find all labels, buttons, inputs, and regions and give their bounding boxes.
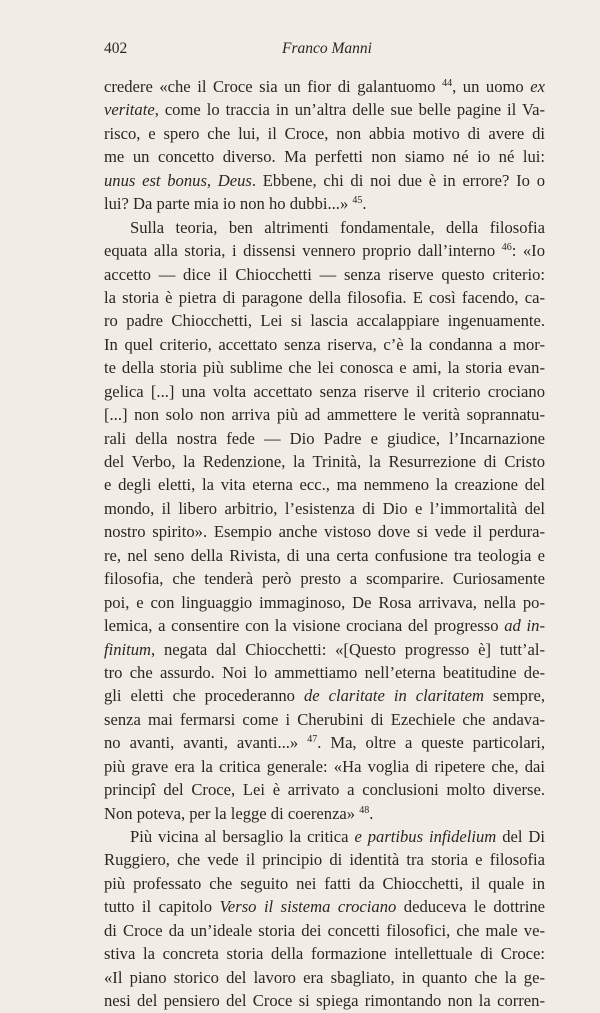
text-line [104, 75, 545, 98]
text-line [104, 309, 545, 332]
text-line [104, 614, 545, 637]
text-line [104, 450, 545, 473]
text-line [104, 497, 545, 520]
text-line [104, 544, 545, 567]
text-line [104, 919, 545, 942]
text-line [104, 708, 545, 731]
text-line [104, 778, 545, 801]
running-head-author: Franco Manni [282, 40, 372, 57]
text-line [104, 286, 545, 309]
text-run: la storia è pietra di paragone della filosofia. E così facendo, ca- [104, 287, 545, 307]
text-line [104, 263, 545, 286]
text-run: gelica [...] una volta accettato senza riserve il criterio crociano [104, 381, 545, 401]
text-run: Ruggiero, che vede il principio di identità tra storia e filosofia [104, 850, 545, 870]
italic-run: veritate [104, 100, 155, 120]
text-line [104, 380, 545, 403]
italic-run: Verso il sistema crociano [219, 897, 397, 917]
text-run: senza mai fermarsi come i Cherubini di Ezechiele che andava- [104, 709, 545, 729]
italic-run: unus est bonus, Deus [104, 170, 252, 190]
text-run: «Il piano storico del lavoro era sbagliato, in quanto che la ge- [104, 967, 545, 987]
text-run: sempre, [483, 686, 545, 706]
text-run: poi, e con linguaggio immaginoso, De Rosa arrivava, nella po- [104, 592, 545, 612]
text-run: . [362, 194, 367, 214]
text-line [104, 216, 545, 239]
text-run: . Ebbene, chi di noi due è in errore? Io o [251, 170, 545, 190]
text-run: deduceva le dottrine [396, 897, 545, 917]
text-line [104, 473, 545, 496]
italic-run: ad in- [504, 616, 545, 636]
text-line [104, 403, 545, 426]
text-line [104, 567, 545, 590]
text-run: e degli eletti, la vita eterna ecc., ma nemmeno la creazione del [104, 475, 545, 495]
text-line [104, 638, 545, 661]
text-line [104, 989, 545, 1012]
text-line [104, 942, 545, 965]
text-run: filosofia, che tenderà però presto a scomparire. Curiosamente [104, 569, 545, 589]
text-run: stiva la concreta storia della formazione intellettuale di Croce: [104, 944, 545, 964]
footnote-ref: 45 [352, 195, 363, 207]
text-run: più grave era la critica generale: «Ha voglia di ripetere che, dai [104, 756, 545, 776]
text-run: [...] non solo non arriva più ad ammettere le verità soprannatu- [104, 405, 545, 425]
italic-run: de claritate in claritatem [303, 686, 484, 706]
text-line [104, 895, 545, 918]
text-run: mondo, il libero arbitrio, l’esistenza di Dio e l’immortalità del [104, 498, 545, 518]
text-line [104, 825, 545, 848]
text-line [104, 755, 545, 778]
text-line [104, 98, 545, 121]
text-run: equata alla storia, i dissensi vennero proprio dall’interno [104, 241, 502, 261]
text-run: lui? Da parte mia io non ho dubbi...» [104, 194, 353, 214]
text-run: del Verbo, la Redenzione, la Trinità, la Resurrezione di Cristo [104, 452, 545, 471]
text-run: tutto il capitolo [104, 897, 220, 917]
text-line [104, 333, 545, 356]
text-run: credere «che il Croce sia un fior di galantuomo [104, 77, 443, 96]
text-run: , negata dal Chiocchetti: «[Questo progresso è] tutt’al- [151, 639, 545, 659]
text-run: . [369, 803, 374, 823]
text-line [104, 192, 545, 215]
text-run: re, nel seno della Rivista, di una certa confusione tra teologia e [104, 545, 545, 565]
text-run: accetto — dice il Chiocchetti — senza riserve questo criterio: [104, 264, 545, 284]
text-run: no avanti, avanti, avanti...» [104, 733, 308, 753]
text-run: del Di [496, 827, 545, 846]
text-run: Più vicina al bersaglio la critica [130, 827, 355, 846]
text-line [104, 684, 545, 707]
text-line [104, 848, 545, 871]
footnote-ref: 44 [442, 78, 453, 89]
text-line [104, 520, 545, 543]
text-run: In quel criterio, accettato senza riserva, c’è la condanna a mor- [104, 334, 545, 354]
text-run: , un uomo [452, 77, 531, 96]
footnote-ref: 47 [307, 734, 318, 746]
text-line [104, 169, 545, 192]
text-run: risco, e spero che lui, il Croce, non abbia motivo di avere di [104, 123, 545, 143]
text-run: tro che assurdo. Noi lo ammettiamo nell’eterna beatitudine de- [104, 662, 545, 682]
text-run: nostro spirito». Esempio anche vistoso dove si vede il perdura- [104, 522, 545, 542]
text-line [104, 802, 545, 825]
text-line [104, 591, 545, 614]
text-line [104, 427, 545, 450]
text-run: ro padre Chiocchetti, Lei si lascia accalappiare ingenuamente. [104, 311, 545, 331]
text-run: Sulla teoria, ben altrimenti fondamentale, della filosofia [130, 217, 545, 237]
text-run: te della storia più sublime che lei conosca e ami, la storia evan- [104, 358, 545, 378]
text-line [104, 356, 545, 379]
text-run: : «Io [511, 241, 545, 261]
text-run: di Croce da un’ideale storia dei concetti filosofici, che male ve- [104, 920, 545, 940]
text-line [104, 731, 545, 754]
text-line [104, 122, 545, 145]
text-run: nesi del pensiero del Croce si spiega rimontando non la corren- [104, 991, 545, 1011]
text-run: Non poteva, per la legge di coerenza» [104, 803, 360, 823]
italic-run: ex [530, 77, 545, 96]
text-run: rali della nostra fede — Dio Padre e giudice, l’Incarnazione [104, 428, 545, 448]
italic-run: finitum [104, 639, 152, 659]
italic-run: e partibus infidelium [354, 827, 497, 846]
text-line [104, 239, 545, 262]
footnote-ref: 46 [501, 242, 512, 254]
text-run: gli eletti che procederanno [104, 686, 304, 706]
text-run: principî del Croce, Lei è arrivato a conclusioni molto diverse. [104, 780, 545, 800]
footnote-ref: 48 [359, 804, 370, 816]
text-run: lemica, a consentire con la visione crociana del progresso [104, 616, 505, 636]
text-line [104, 145, 545, 168]
text-run: più professato che seguito nei fatti da Chiocchetti, il quale in [104, 873, 545, 893]
text-run: . Ma, oltre a queste particolari, [317, 733, 545, 753]
text-run: me un concetto diverso. Ma perfetti non siamo né io né lui: [104, 147, 545, 167]
running-head [104, 40, 544, 60]
text-run: , come lo traccia in un’altra delle sue belle pagine il Va- [154, 100, 545, 120]
body-text [104, 75, 545, 1013]
text-line [104, 966, 545, 989]
page-number: 402 [104, 40, 128, 57]
text-line [104, 661, 545, 684]
